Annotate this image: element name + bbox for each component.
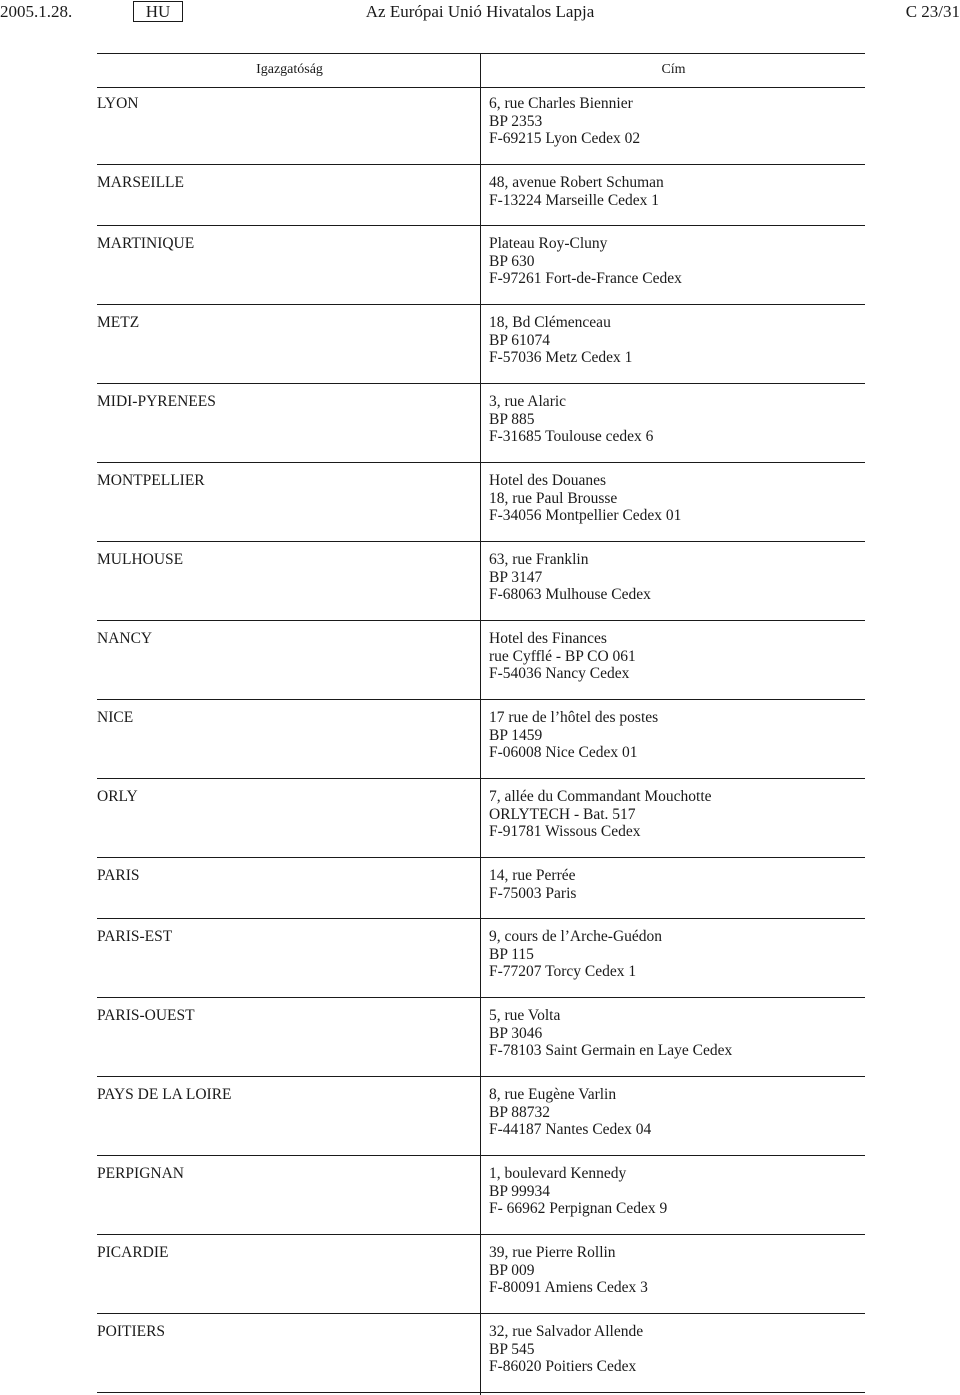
address-cell [489, 393, 653, 446]
address-line: BP 1459 [489, 726, 543, 744]
address-line: BP 3147 [489, 568, 543, 586]
address-line: 63, rue Franklin [489, 551, 589, 568]
address-cell [489, 472, 681, 525]
address-line: 18, rue Paul Brousse [489, 489, 618, 507]
table-row [97, 463, 865, 542]
table-row [97, 542, 865, 621]
address-line: BP 885 [489, 410, 535, 428]
journal-title: Az Európai Unió Hivatalos Lapja [365, 2, 595, 21]
address-line: rue Cyfflé - BP CO 061 [489, 647, 636, 665]
address-line: BP 115 [489, 945, 534, 963]
directorate-name: MONTPELLIER [97, 472, 205, 489]
address-line: 14, rue Perrée [489, 867, 576, 884]
address-line: BP 88732 [489, 1103, 551, 1121]
address-cell [489, 1244, 648, 1297]
address-line: F-77207 Torcy Cedex 1 [489, 963, 637, 981]
directorate-name: LYON [97, 95, 139, 112]
address-line: F-97261 Fort-de-France Cedex [489, 270, 682, 288]
address-line: F-78103 Saint Germain en Laye Cedex [489, 1042, 733, 1060]
address-line: F-69215 Lyon Cedex 02 [489, 130, 641, 148]
table-row [97, 305, 865, 384]
table-row [97, 1235, 865, 1314]
address-line: 8, rue Eugène Varlin [489, 1086, 617, 1103]
address-cell [489, 1165, 667, 1218]
address-line: F-80091 Amiens Cedex 3 [489, 1279, 648, 1297]
table-row [97, 858, 865, 919]
address-line: BP 3046 [489, 1024, 543, 1042]
address-line: F-68063 Mulhouse Cedex [489, 586, 651, 604]
address-line: F-06008 Nice Cedex 01 [489, 744, 638, 762]
address-line: BP 630 [489, 252, 535, 270]
address-cell [489, 174, 664, 209]
table-row [97, 998, 865, 1077]
address-cell [489, 314, 632, 367]
page-header [0, 0, 960, 26]
address-cell [489, 95, 640, 148]
directorate-name: NANCY [97, 630, 153, 647]
directorate-name: MIDI-PYRENEES [97, 393, 216, 410]
table-row [97, 226, 865, 305]
address-line: BP 2353 [489, 112, 543, 130]
directorate-name: PARIS [97, 867, 140, 884]
table-row [97, 86, 865, 165]
address-cell [489, 630, 636, 683]
address-line: F-86020 Poitiers Cedex [489, 1358, 637, 1376]
address-line: 7, allée du Commandant Mouchotte [489, 788, 712, 805]
address-cell [489, 551, 651, 604]
address-cell [489, 709, 658, 762]
table-row [97, 621, 865, 700]
directorate-address-table [97, 53, 865, 1393]
address-line: BP 99934 [489, 1182, 551, 1200]
table-row [97, 1156, 865, 1235]
table-row [97, 384, 865, 463]
table-header [97, 53, 865, 86]
address-line: ORLYTECH - Bat. 517 [489, 805, 636, 823]
table-row [97, 165, 865, 226]
address-line: F-75003 Paris [489, 884, 577, 902]
directorate-name: PARIS-EST [97, 928, 173, 945]
directorate-name: PARIS-OUEST [97, 1007, 195, 1024]
directorate-name: PERPIGNAN [97, 1165, 184, 1182]
address-line: Hotel des Douanes [489, 472, 607, 489]
address-line: F-54036 Nancy Cedex [489, 665, 630, 683]
column-header-address: Cím [482, 53, 865, 88]
address-line: F-57036 Metz Cedex 1 [489, 349, 633, 367]
address-line: BP 61074 [489, 331, 551, 349]
address-line: F- 66962 Perpignan Cedex 9 [489, 1200, 668, 1218]
address-cell [489, 788, 712, 841]
table-row [97, 919, 865, 998]
directorate-name: PAYS DE LA LOIRE [97, 1086, 232, 1103]
address-line: Hotel des Finances [489, 630, 607, 647]
address-line: 9, cours de l’Arche-Guédon [489, 928, 663, 945]
table-row [97, 1077, 865, 1156]
address-line: 32, rue Salvador Allende [489, 1323, 644, 1340]
address-cell [489, 235, 682, 288]
address-line: F-44187 Nantes Cedex 04 [489, 1121, 652, 1139]
directorate-name: MULHOUSE [97, 551, 184, 568]
page-reference: C 23/31 [905, 2, 960, 21]
table-body [97, 86, 865, 1393]
address-line: Plateau Roy-Cluny [489, 235, 608, 252]
address-line: 3, rue Alaric [489, 393, 567, 410]
address-cell [489, 1007, 732, 1060]
directorate-name: MARTINIQUE [97, 235, 195, 252]
address-line: F-91781 Wissous Cedex [489, 823, 641, 841]
table-row [97, 1314, 865, 1393]
publication-date: 2005.1.28. [0, 2, 73, 21]
directorate-name: POITIERS [97, 1323, 166, 1340]
directorate-name: METZ [97, 314, 140, 331]
address-line: 48, avenue Robert Schuman [489, 174, 664, 191]
address-line: 39, rue Pierre Rollin [489, 1244, 616, 1261]
address-cell [489, 867, 576, 902]
address-line: 5, rue Volta [489, 1007, 561, 1024]
address-line: 17 rue de l’hôtel des postes [489, 709, 659, 726]
directorate-name: ORLY [97, 788, 138, 805]
address-line: F-34056 Montpellier Cedex 01 [489, 507, 682, 525]
address-line: 1, boulevard Kennedy [489, 1165, 627, 1182]
address-line: 6, rue Charles Biennier [489, 95, 633, 112]
directorate-name: NICE [97, 709, 134, 726]
address-line: BP 545 [489, 1340, 535, 1358]
address-line: F-13224 Marseille Cedex 1 [489, 191, 660, 209]
directorate-name: PICARDIE [97, 1244, 169, 1261]
address-cell [489, 928, 662, 981]
address-line: BP 009 [489, 1261, 535, 1279]
address-line: 18, Bd Clémenceau [489, 314, 611, 331]
table-row [97, 700, 865, 779]
directorate-name: MARSEILLE [97, 174, 184, 191]
table-row [97, 779, 865, 858]
address-line: F-31685 Toulouse cedex 6 [489, 428, 654, 446]
address-cell [489, 1323, 643, 1376]
address-cell [489, 1086, 651, 1139]
column-header-directorate: Igazgatóság [97, 53, 482, 88]
language-code-box: HU [133, 1, 183, 22]
